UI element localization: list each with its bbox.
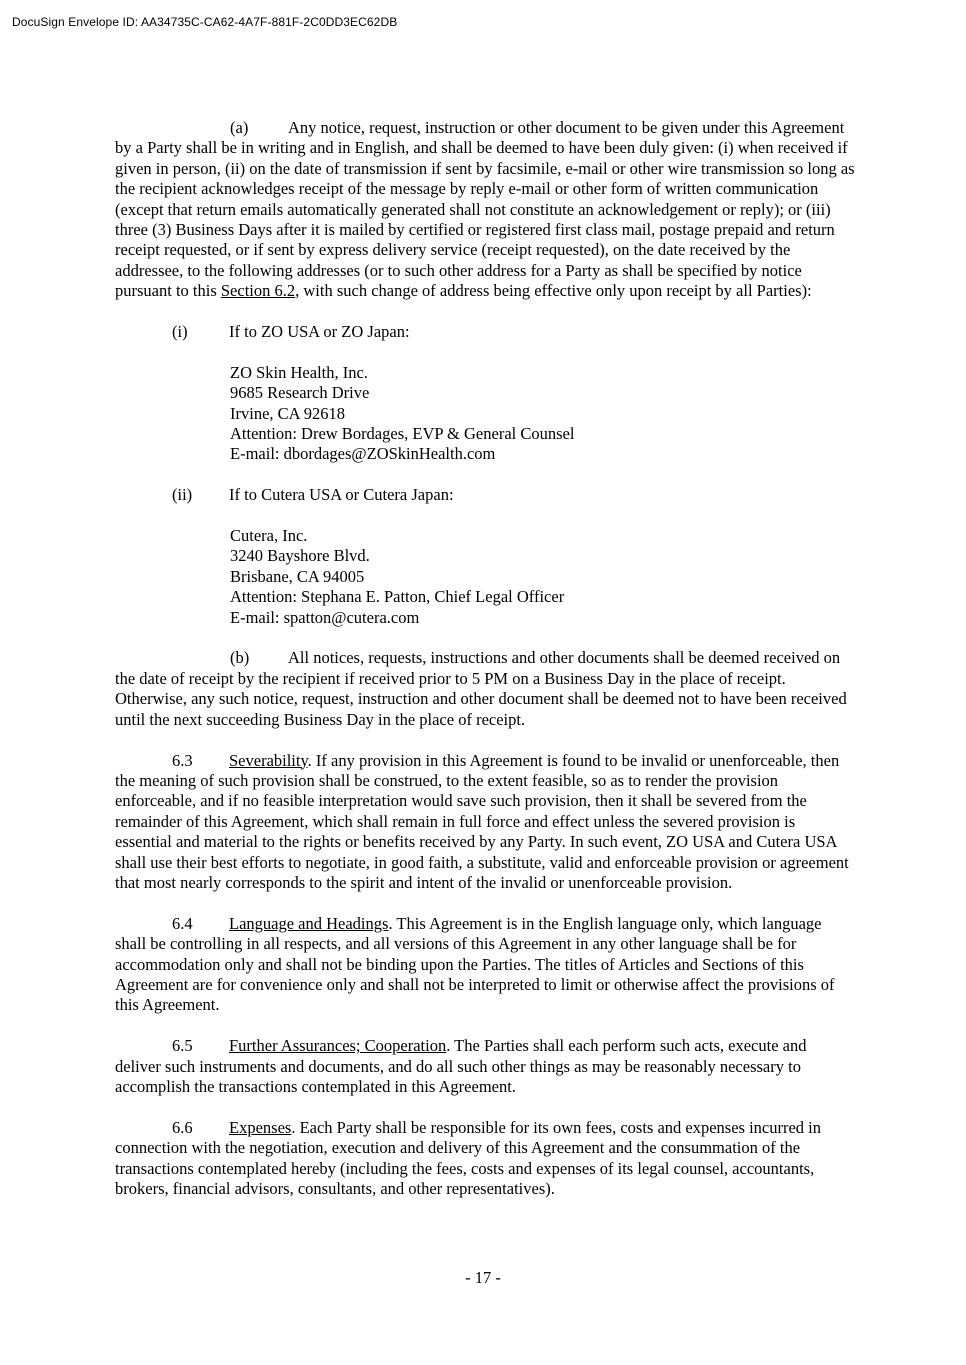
paragraph-marker: (a) [230, 118, 249, 137]
address-line: Attention: Drew Bordages, EVP & General Counsel [230, 424, 575, 444]
paragraph-text: All notices, requests, instructions and other documents shall be deemed received on the date of receipt by the recipient if received prior to 5 PM on a Business Day in the place of receipt. Otherwise, any such notice, request, instruction and other document shall be deemed not to have been received until the next succeeding Business Day in the place of receipt. [115, 648, 847, 729]
section-heading: Expenses [229, 1117, 292, 1137]
section-number: 6.5 [172, 1036, 193, 1056]
notice-paragraph-a [115, 118, 855, 302]
section-heading: Severability [229, 750, 308, 770]
notice-paragraph-b [115, 648, 855, 730]
address-line: E-mail: dbordages@ZOSkinHealth.com [230, 444, 496, 464]
address-block-cutera [115, 526, 855, 628]
docusign-envelope-id: DocuSign Envelope ID: AA34735C-CA62-4A7F-881F-2C0DD3EC62DB [12, 15, 398, 29]
address-line: Cutera, Inc. [230, 526, 308, 546]
paragraph-text: Any notice, request, instruction or other document to be given under this Agreement by a Party shall be in writing and in English, and shall be deemed to have been duly given: (i) when received if given in person, (ii) on the date of transmission if sent by facsimile, e-mail or other wire transmission so long as the recipient acknowledges receipt of the message by reply e-mail or other form of written communication (except that return emails automatically generated shall not constitute an acknowledgement or reply); or (iii) three (3) Business Days after it is mailed by certified or registered first class mail, postage prepaid and return receipt requested, or if sent by express delivery service (receipt requested), on the date received by the addressee, to the following addresses (or to such other address for a Party as shall be specified by notice pursuant to this [115, 118, 855, 301]
address-item-i [115, 322, 855, 342]
address-block-zo [115, 363, 855, 465]
address-line: Irvine, CA 92618 [230, 403, 346, 423]
section-text: . If any provision in this Agreement is found to be invalid or unenforceable, then the meaning of such provision shall be construed, to the extent feasible, so as to render the provision enforceable, and if no feasible interpretation would save such provision, then it shall be severed from the remainder of this Agreement, which shall remain in full force and effect unless the severed provision is essential and material to the rights or benefits received by any Party. In such event, ZO USA and Cutera USA shall use their best efforts to negotiate, in good faith, a substitute, valid and enforceable provision or agreement that most nearly corresponds to the spirit and intent of the invalid or unenforceable provision. [115, 750, 849, 892]
item-marker: (ii) [172, 485, 193, 505]
paragraph-text: , with such change of address being effective only upon receipt by all Parties): [295, 281, 812, 301]
address-line: E-mail: spatton@cutera.com [230, 607, 420, 627]
section-text: . The Parties shall each perform such acts, execute and deliver such instruments and documents, and do all such other things as may be reasonably necessary to accomplish the transactions contemplated in this Agreement. [115, 1036, 807, 1096]
item-text: If to Cutera USA or Cutera Japan: [229, 485, 454, 505]
page-number: - 17 - [465, 1268, 501, 1287]
address-line: 9685 Research Drive [230, 383, 370, 403]
address-item-ii [115, 485, 855, 505]
section-text: . This Agreement is in the English language only, which language shall be controlling in all respects, and all versions of this Agreement in any other language shall be for accommodation only and shall not be binding upon the Parties. The titles of Articles and Sections of this Agreement are for convenience only and shall not be interpreted to limit or otherwise affect the provisions of this Agreement. [115, 913, 835, 1015]
section-text: . Each Party shall be responsible for its own fees, costs and expenses incurred in connection with the negotiation, execution and delivery of this Agreement and the consummation of the transactions contemplated hereby (including the fees, costs and expenses of its legal counsel, accountants, brokers, financial advisors, consultants, and other representatives). [115, 1117, 822, 1198]
section-reference: Section 6.2 [220, 281, 296, 301]
document-page [115, 118, 855, 1220]
section-6-3 [115, 751, 855, 894]
section-heading: Further Assurances; Cooperation [229, 1036, 447, 1056]
section-6-5 [115, 1036, 855, 1097]
item-text: If to ZO USA or ZO Japan: [229, 322, 410, 342]
address-line: ZO Skin Health, Inc. [230, 362, 368, 382]
address-line: Attention: Stephana E. Patton, Chief Legal Officer [230, 587, 565, 607]
paragraph-marker: (b) [230, 648, 250, 668]
address-line: 3240 Bayshore Blvd. [230, 546, 370, 566]
section-number: 6.4 [172, 913, 193, 933]
section-6-4 [115, 914, 855, 1016]
section-number: 6.3 [172, 750, 193, 770]
section-6-6 [115, 1118, 855, 1200]
item-marker: (i) [172, 322, 188, 342]
section-number: 6.6 [172, 1117, 193, 1137]
address-line: Brisbane, CA 94005 [230, 566, 365, 586]
section-heading: Language and Headings [229, 913, 389, 933]
